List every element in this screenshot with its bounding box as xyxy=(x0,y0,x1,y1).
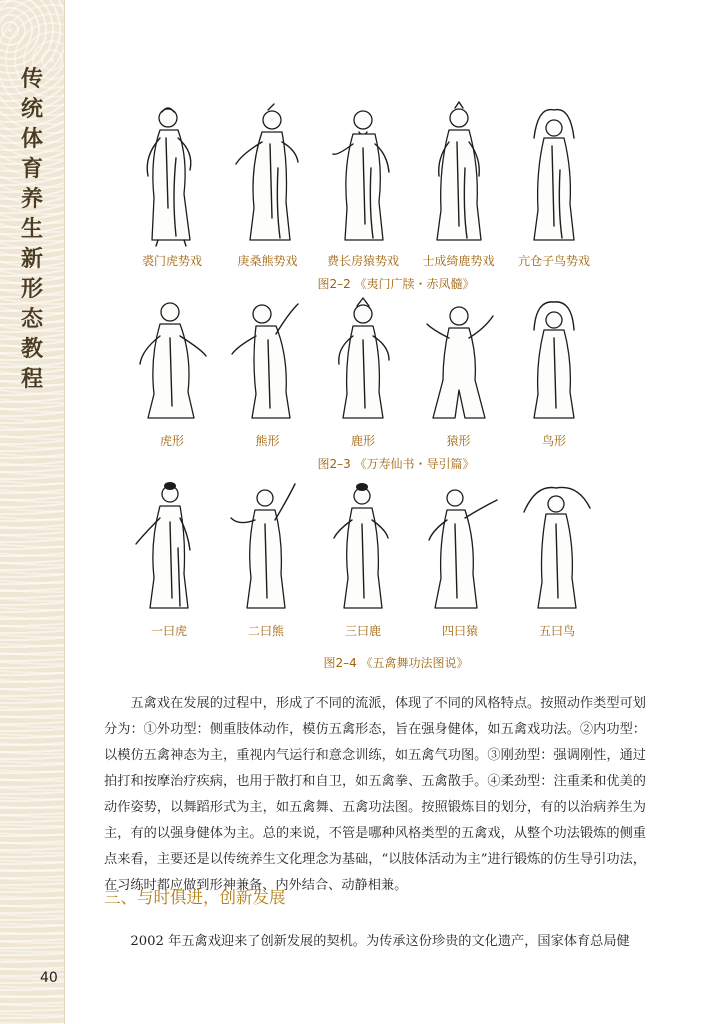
figure-bear-form xyxy=(228,294,308,449)
figure-third-deer xyxy=(322,478,404,639)
figure-caption: 图2–4 《五禽舞功法图说》 xyxy=(323,656,469,670)
bird-form-illustration xyxy=(514,294,594,428)
figure-label: 虎形 xyxy=(159,434,184,448)
bird-figure-illustration xyxy=(514,98,594,248)
figure-ape-form xyxy=(419,294,499,449)
figure-bird xyxy=(514,98,594,269)
book-title-char: 形 xyxy=(20,276,43,302)
figure-label: 亢仓子鸟势戏 xyxy=(517,254,590,268)
figure-label: 裘门虎势戏 xyxy=(141,254,202,268)
figure-deer xyxy=(419,98,499,269)
figure-label: 费长房猿势戏 xyxy=(326,254,399,268)
figure-first-tiger xyxy=(128,478,210,639)
figure-label: 五曰鸟 xyxy=(538,624,575,638)
fourth-ape-illustration xyxy=(419,478,501,618)
bear-figure-illustration xyxy=(228,98,308,248)
figure-label: 熊形 xyxy=(255,434,280,448)
ape-form-illustration xyxy=(419,294,499,428)
deer-form-illustration xyxy=(323,294,403,428)
figure-label: 庚桑熊势戏 xyxy=(237,254,298,268)
book-title-char: 生 xyxy=(20,216,43,242)
figure-bear xyxy=(228,98,308,269)
body-paragraph: 五禽戏在发展的过程中，形成了不同的流派，体现了不同的风格特点。按照动作类型可划分为：①外功型：侧重肢体动作，模仿五禽形态，旨在强身健体，如五禽戏功法。②内功型：以模仿五禽神态为主，重视内气运行和意念训练，如五禽气功图。③刚劲型：强调刚性，通过拍打和按摩治疗疾病，也用于散打和自卫，如五禽拳、五禽散手。④柔劲型：注重柔和优美的动作姿势，以舞蹈形式为主，如五禽舞、五禽功法图。按照锻炼目的划分，有的以治病养生为主，有的以强身健体为主。总的来说，不管是哪种风格类型的五禽戏，从整个功法锻炼的侧重点来看，主要还是以传统养生文化理念为基础，“以肢体活动为主”进行锻炼的仿生导引功法，在习练时都应做到形神兼备、内外结合、动静相兼。 xyxy=(104,696,646,893)
book-title-char: 体 xyxy=(20,126,43,152)
bear-form-illustration xyxy=(228,294,308,428)
figure-bird-form xyxy=(514,294,594,449)
figure-fourth-ape xyxy=(419,478,501,639)
book-title-char: 程 xyxy=(20,366,43,392)
figure-label: 士成绮鹿势戏 xyxy=(422,254,495,268)
figure-tiger-form xyxy=(132,294,212,449)
figure-label: 猿形 xyxy=(446,434,471,448)
book-title-char: 传 xyxy=(20,66,43,92)
section-heading: 三、与时俱进，创新发展 xyxy=(104,888,286,907)
figure-label: 鹿形 xyxy=(350,434,375,448)
book-title-char: 养 xyxy=(20,186,43,212)
book-title-char: 统 xyxy=(20,96,43,122)
ape-figure-illustration xyxy=(323,98,403,248)
figure-label: 三曰鹿 xyxy=(344,624,381,638)
figure-tiger xyxy=(132,98,212,269)
figure-label: 鸟形 xyxy=(541,434,566,448)
fifth-bird-illustration xyxy=(516,478,598,618)
book-title-char: 教 xyxy=(20,336,43,362)
page-number: 40 xyxy=(40,970,58,986)
deer-figure-illustration xyxy=(419,98,499,248)
first-tiger-illustration xyxy=(128,478,210,618)
book-title-vertical xyxy=(18,64,46,394)
figure-fifth-bird xyxy=(516,478,598,639)
figure-2-2-row xyxy=(132,98,594,269)
figure-2-3-row xyxy=(132,294,594,449)
book-title-char: 育 xyxy=(20,156,43,182)
third-deer-illustration xyxy=(322,478,404,618)
figure-label: 一曰虎 xyxy=(150,624,187,638)
book-title-char: 态 xyxy=(20,306,43,332)
tiger-figure-illustration xyxy=(132,98,212,248)
figure-deer-form xyxy=(323,294,403,449)
figure-caption: 图2–3 《万寿仙书・导引篇》 xyxy=(317,457,475,471)
figure-2-4-row xyxy=(128,478,598,639)
figure-label: 二曰熊 xyxy=(247,624,284,638)
book-title-char: 新 xyxy=(20,246,43,272)
figure-second-bear xyxy=(225,478,307,639)
figure-ape xyxy=(323,98,403,269)
tiger-form-illustration xyxy=(132,294,212,428)
figure-label: 四曰猿 xyxy=(441,624,478,638)
body-paragraph-continued: 2002 年五禽戏迎来了创新发展的契机。为传承这份珍贵的文化遗产，国家体育总局健 xyxy=(130,934,630,949)
figure-caption: 图2–2 《夷门广牍・赤凤髓》 xyxy=(317,277,475,291)
second-bear-illustration xyxy=(225,478,307,618)
